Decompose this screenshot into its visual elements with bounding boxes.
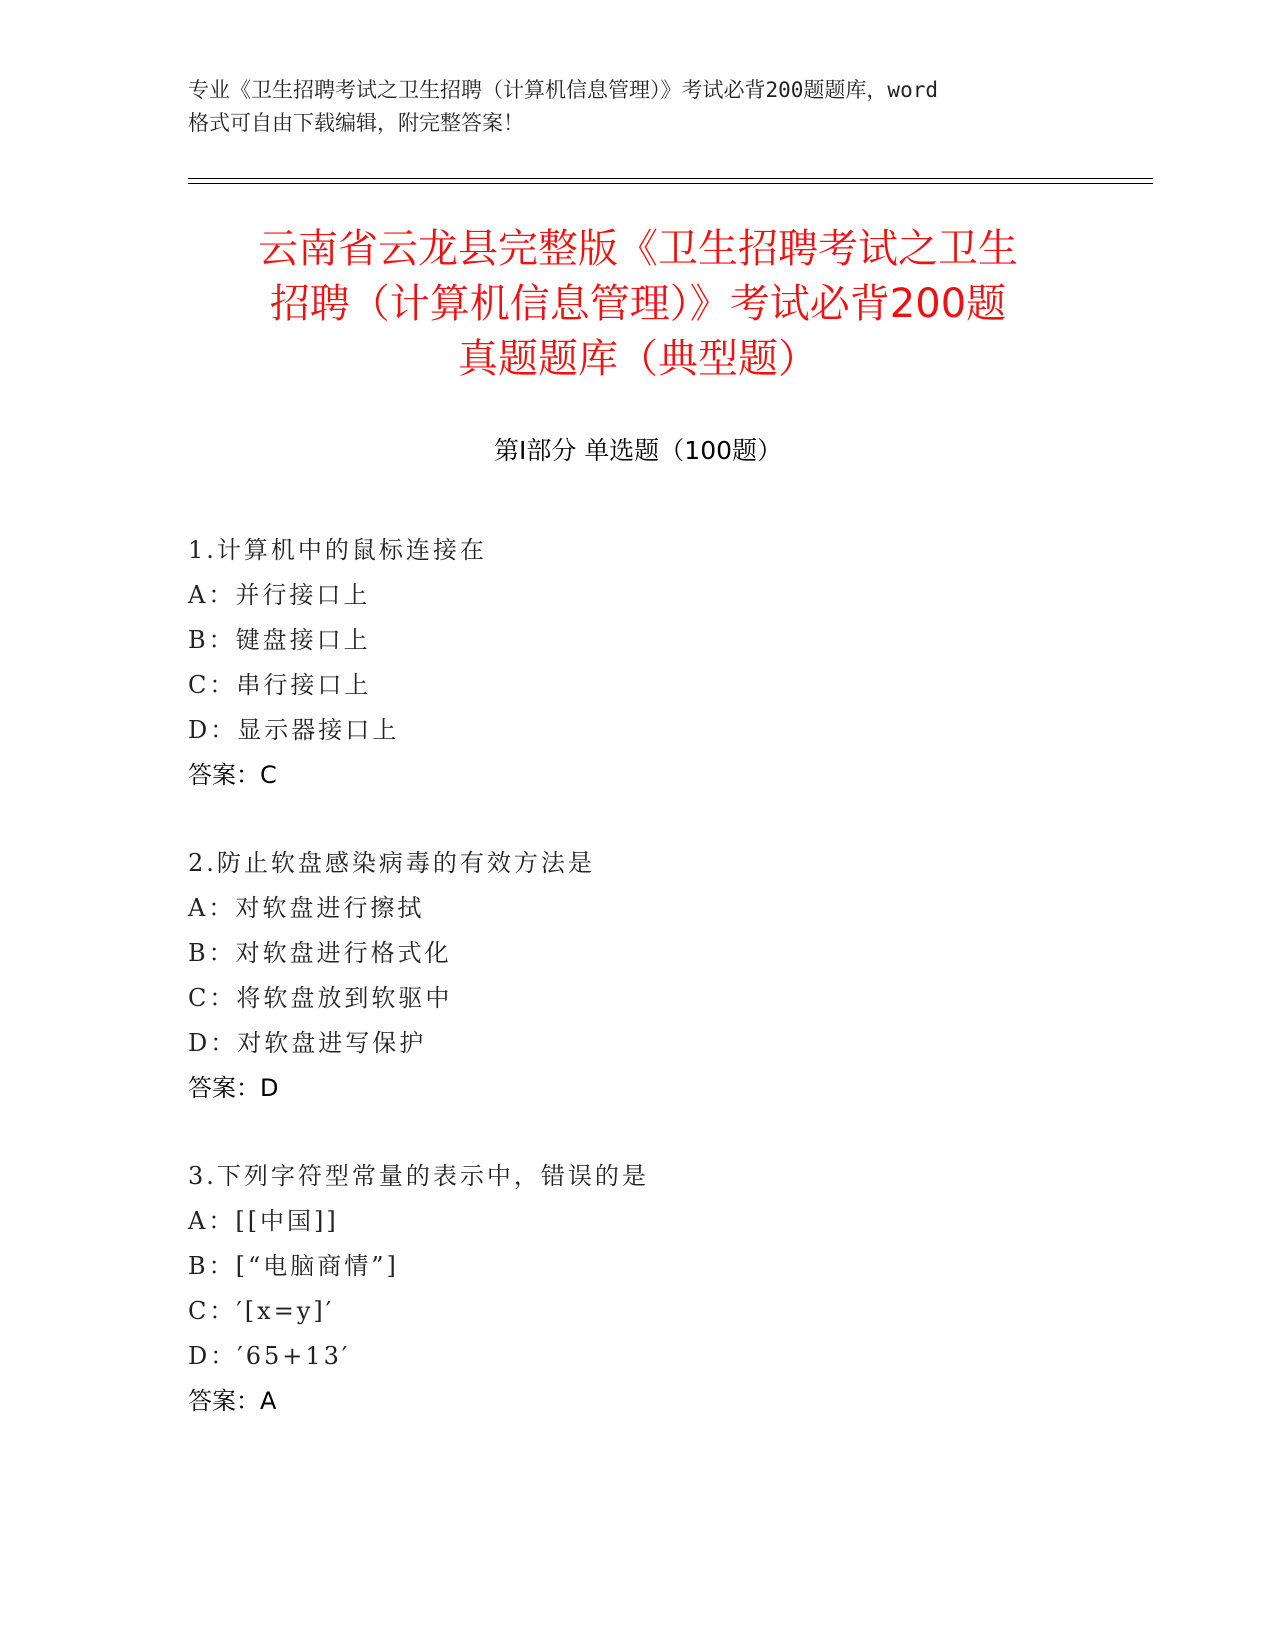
- header-note: [188, 74, 1088, 140]
- document-title-line-3: 真题题库（典型题）: [458, 336, 818, 382]
- question-item: [188, 841, 1088, 1111]
- answer-line: 答案：A: [188, 1387, 277, 1415]
- option-a: A：并行接口上: [188, 581, 371, 609]
- document-title-line-2: 招聘（计算机信息管理）》考试必背200题: [269, 281, 1007, 327]
- option-d: D：对软盘进写保护: [188, 1029, 427, 1057]
- document-title-line-1: 云南省云龙县完整版《卫生招聘考试之卫生: [258, 226, 1018, 272]
- section-title: 第Ⅰ部分 单选题（100题）: [493, 436, 783, 465]
- question-stem: 3.下列字符型常量的表示中，错误的是: [188, 1162, 649, 1190]
- answer-line: 答案：C: [188, 761, 277, 789]
- option-b: B：键盘接口上: [188, 626, 371, 654]
- option-b: B：对软盘进行格式化: [188, 939, 452, 967]
- question-stem: 2.防止软盘感染病毒的有效方法是: [188, 849, 595, 877]
- option-c: C：′[x=y]′: [188, 1297, 335, 1325]
- question-stem: 1.计算机中的鼠标连接在: [188, 536, 487, 564]
- option-c: C：串行接口上: [188, 671, 372, 699]
- option-d: D：′65+13′: [188, 1342, 351, 1370]
- answer-line: 答案：D: [188, 1074, 279, 1102]
- option-d: D：显示器接口上: [188, 716, 400, 744]
- option-b: B：[“电脑商情”]: [188, 1252, 399, 1280]
- option-a: A：对软盘进行擦拭: [188, 894, 425, 922]
- header-note-line-1: 专业《卫生招聘考试之卫生招聘（计算机信息管理）》考试必背200题题库，word: [188, 78, 938, 102]
- question-item: [188, 1154, 1088, 1424]
- document-title: [188, 222, 1088, 387]
- option-a: A：[[中国]]: [188, 1207, 339, 1235]
- header-note-line-2: 格式可自由下载编辑，附完整答案！: [188, 111, 524, 135]
- option-c: C：将软盘放到软驱中: [188, 984, 453, 1012]
- question-item: [188, 528, 1088, 798]
- header-divider-top: [188, 178, 1153, 179]
- header-divider-bottom: [188, 183, 1153, 184]
- question-list: [188, 528, 1088, 1467]
